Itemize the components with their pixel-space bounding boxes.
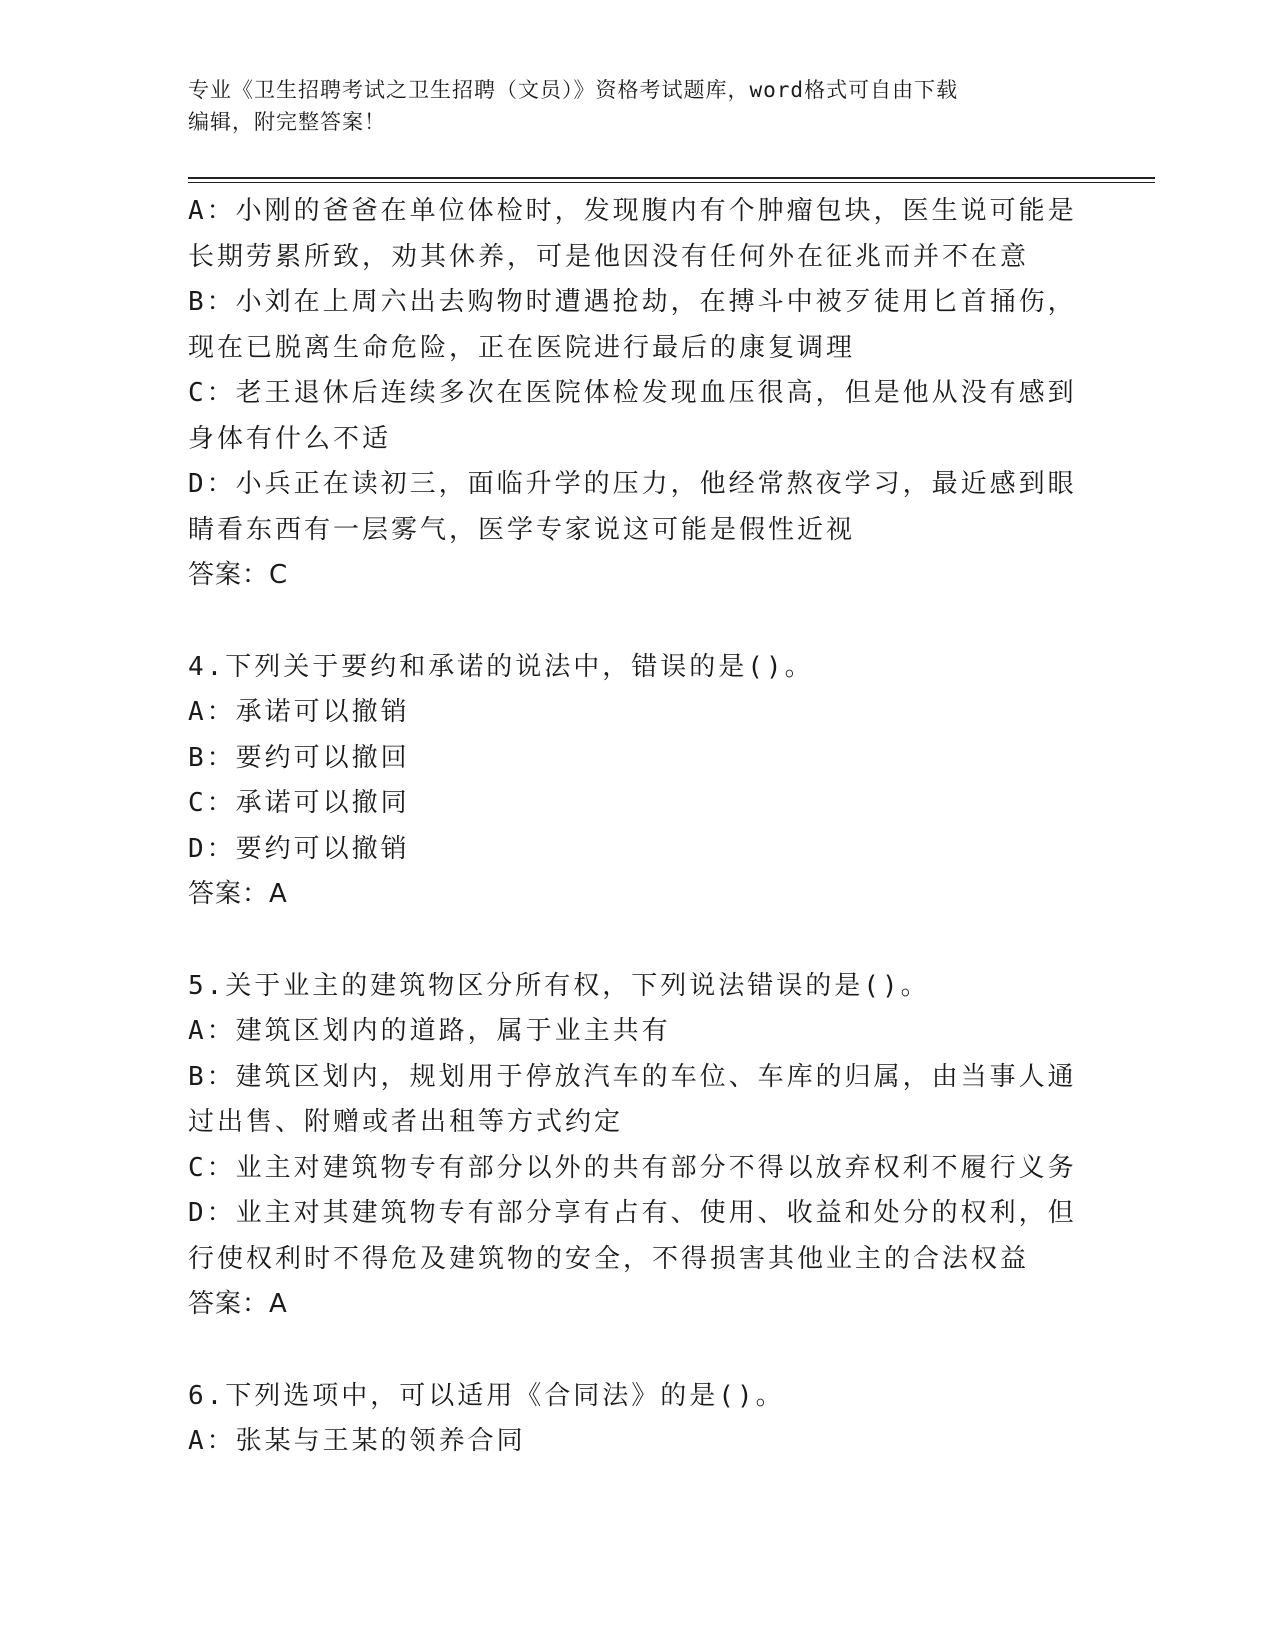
option-d-line-2: 行使权利时不得危及建筑物的安全，不得损害其他业主的合法权益 xyxy=(188,1243,1030,1274)
option-b-line-2: 现在已脱离生命危险，正在医院进行最后的康复调理 xyxy=(188,332,856,363)
option-d: D：要约可以撤销 xyxy=(188,833,410,864)
question-stem: 5.关于业主的建筑物区分所有权，下列说法错误的是()。 xyxy=(188,970,930,1001)
question-stem: 6.下列选项中，可以适用《合同法》的是()。 xyxy=(188,1380,785,1411)
option-b: B：要约可以撤回 xyxy=(188,742,410,773)
option-b-line-2: 过出售、附赠或者出租等方式约定 xyxy=(188,1107,624,1137)
spacer xyxy=(188,599,1088,645)
option-a-line-1: A：小刚的爸爸在单位体检时，发现腹内有个肿瘤包块，医生说可能是 xyxy=(188,196,1077,226)
document-header xyxy=(188,74,1088,138)
spacer xyxy=(188,1328,1088,1374)
option-c: C：承诺可以撤同 xyxy=(188,788,410,818)
header-title-line-1: 专业《卫生招聘考试之卫生招聘（文员）》资格考试题库，word格式可自由下载 xyxy=(188,78,959,102)
option-c-line-2: 身体有什么不适 xyxy=(188,423,392,454)
question-4 xyxy=(188,645,1088,918)
spacer xyxy=(188,918,1088,964)
option-c: C：业主对建筑物专有部分以外的共有部分不得以放弃权利不履行义务 xyxy=(188,1152,1077,1183)
option-a: A：建筑区划内的道路，属于业主共有 xyxy=(188,1016,671,1046)
option-b-line-1: B：建筑区划内，规划用于停放汽车的车位、车库的归属，由当事人通 xyxy=(188,1061,1077,1092)
option-d-line-1: D：小兵正在读初三，面临升学的压力，他经常熬夜学习，最近感到眼 xyxy=(188,469,1077,499)
question-5 xyxy=(188,964,1088,1328)
header-divider-thin xyxy=(188,182,1155,183)
question-3 xyxy=(188,189,1088,599)
header-divider-thick xyxy=(188,177,1155,179)
option-d-line-2: 睛看东西有一层雾气，医学专家说这可能是假性近视 xyxy=(188,514,856,545)
answer-label: 答案：C xyxy=(188,560,289,590)
question-stem: 4.下列关于要约和承诺的说法中，错误的是()。 xyxy=(188,651,814,682)
option-b-line-1: B：小刘在上周六出去购物时遭遇抢劫，在搏斗中被歹徒用匕首捅伤， xyxy=(188,287,1077,317)
option-c-line-1: C：老王退休后连续多次在医院体检发现血压很高，但是他从没有感到 xyxy=(188,378,1077,408)
option-a: A：承诺可以撤销 xyxy=(188,697,410,727)
question-6 xyxy=(188,1374,1088,1465)
header-title-line-2: 编辑，附完整答案！ xyxy=(188,110,386,134)
option-d-line-1: D：业主对其建筑物专有部分享有占有、使用、收益和处分的权利，但 xyxy=(188,1198,1077,1228)
answer-label: 答案：A xyxy=(188,1289,288,1319)
answer-label: 答案：A xyxy=(188,879,288,909)
option-a: A：张某与王某的领养合同 xyxy=(188,1426,526,1456)
option-a-line-2: 长期劳累所致，劝其休养，可是他因没有任何外在征兆而并不在意 xyxy=(188,241,1030,272)
question-list xyxy=(188,189,1088,1465)
